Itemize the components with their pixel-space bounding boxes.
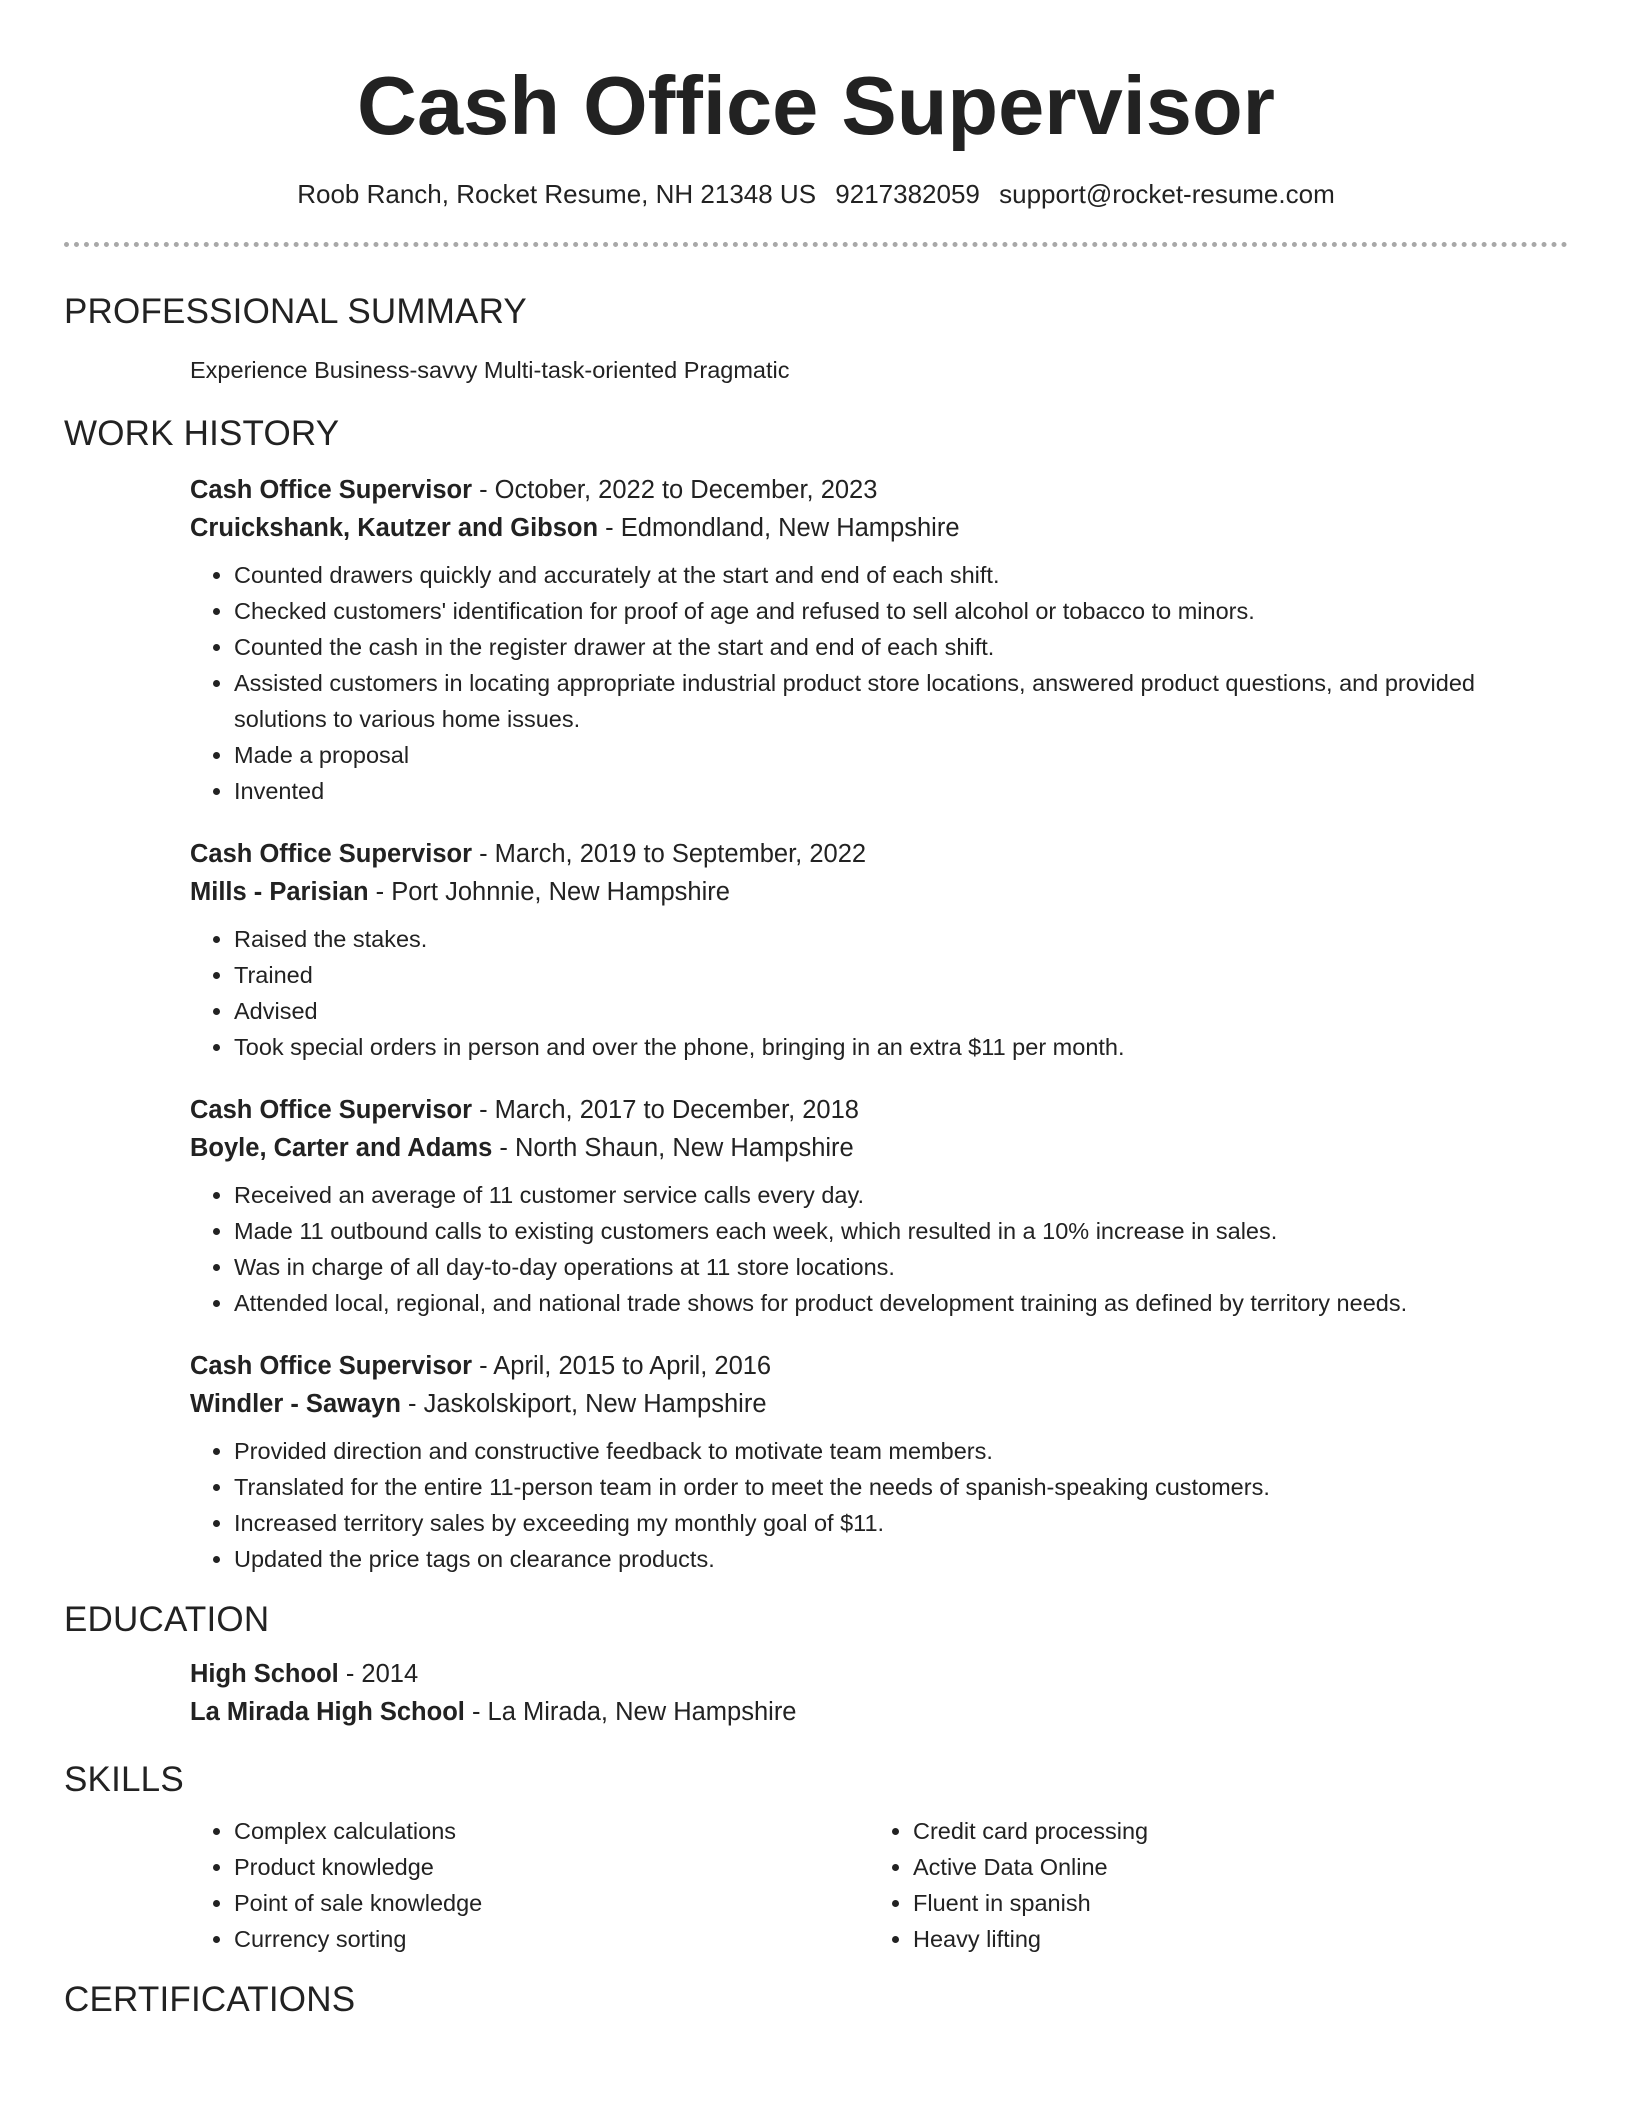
job-duty: • Counted drawers quickly and accurately at the start and end of each shift. <box>234 557 1568 593</box>
skill-item: • Currency sorting <box>234 1921 869 1957</box>
contact-email: support@rocket-resume.com <box>999 179 1335 209</box>
education-entry <box>190 1655 1568 1731</box>
job-dates: - March, 2019 to September, 2022 <box>472 840 867 868</box>
skills-heading: SKILLS <box>64 1760 184 1799</box>
job-duties <box>190 921 1568 1065</box>
skill-item: • Heavy lifting <box>913 1921 1548 1957</box>
job-title-line <box>190 471 1568 509</box>
job-entry <box>190 471 1568 809</box>
job-dates: - April, 2015 to April, 2016 <box>472 1352 772 1380</box>
job-duties <box>190 1177 1568 1321</box>
job-title-line <box>190 835 1568 873</box>
job-duty: • Assisted customers in locating appropriate industrial product store locations, answered product questions, and provided solutions to various home issues. <box>234 665 1568 737</box>
job-company: Mills - Parisian <box>190 878 369 906</box>
job-duty: • Updated the price tags on clearance products. <box>234 1541 1568 1577</box>
job-entry <box>190 1347 1568 1577</box>
job-duty: • Advised <box>234 993 1568 1029</box>
job-location: - Port Johnnie, New Hampshire <box>368 878 730 906</box>
job-title-line <box>190 1091 1568 1129</box>
job-location: - North Shaun, New Hampshire <box>492 1134 854 1162</box>
job-company-line <box>190 873 1568 911</box>
skills-list <box>190 1813 1568 1957</box>
skill-item: • Credit card processing <box>913 1813 1548 1849</box>
job-title: Cash Office Supervisor <box>190 476 473 504</box>
education-year: - 2014 <box>338 1660 419 1688</box>
skill-item: • Product knowledge <box>234 1849 869 1885</box>
job-company: Cruickshank, Kautzer and Gibson <box>190 514 599 542</box>
job-duty: • Made a proposal <box>234 737 1568 773</box>
job-title: Cash Office Supervisor <box>190 840 473 868</box>
job-duty: • Counted the cash in the register drawer at the start and end of each shift. <box>234 629 1568 665</box>
job-duty: • Provided direction and constructive feedback to motivate team members. <box>234 1433 1568 1469</box>
summary-heading: PROFESSIONAL SUMMARY <box>64 292 527 331</box>
job-location: - Edmondland, New Hampshire <box>598 514 960 542</box>
job-duties <box>190 1433 1568 1577</box>
skill-item: • Active Data Online <box>913 1849 1548 1885</box>
certifications-heading: CERTIFICATIONS <box>64 1980 356 2019</box>
education-degree: High School <box>190 1660 339 1688</box>
education-school: La Mirada High School <box>190 1698 465 1726</box>
job-duty: • Trained <box>234 957 1568 993</box>
job-list <box>64 471 1568 1577</box>
job-duty: • Received an average of 11 customer service calls every day. <box>234 1177 1568 1213</box>
education-school-line <box>190 1693 1568 1731</box>
job-duty: • Checked customers' identification for proof of age and refused to sell alcohol or tobacco to minors. <box>234 593 1568 629</box>
contact-line <box>64 178 1568 210</box>
education-location: - La Mirada, New Hampshire <box>464 1698 797 1726</box>
job-company-line <box>190 509 1568 547</box>
contact-address: Roob Ranch, Rocket Resume, NH 21348 US <box>297 179 817 209</box>
job-duty: • Invented <box>234 773 1568 809</box>
resume-page <box>64 0 1568 2021</box>
job-company: Boyle, Carter and Adams <box>190 1134 493 1162</box>
job-company: Windler - Sawayn <box>190 1390 401 1418</box>
skills-column-right <box>869 1813 1548 1957</box>
job-duty: • Raised the stakes. <box>234 921 1568 957</box>
job-title: Cash Office Supervisor <box>190 1352 473 1380</box>
job-duty: • Increased territory sales by exceeding my monthly goal of $11. <box>234 1505 1568 1541</box>
job-duty: • Took special orders in person and over the phone, bringing in an extra $11 per month. <box>234 1029 1568 1065</box>
job-duty: • Translated for the entire 11-person team in order to meet the needs of spanish-speaking customers. <box>234 1469 1568 1505</box>
header-divider <box>64 242 1568 247</box>
skills-column-left <box>190 1813 869 1957</box>
job-title-line <box>190 1347 1568 1385</box>
skill-item: • Point of sale knowledge <box>234 1885 869 1921</box>
job-entry <box>190 835 1568 1065</box>
job-duty: • Was in charge of all day-to-day operations at 11 store locations. <box>234 1249 1568 1285</box>
job-entry <box>190 1091 1568 1321</box>
job-duty: • Made 11 outbound calls to existing customers each week, which resulted in a 10% increase in sales. <box>234 1213 1568 1249</box>
education-heading: EDUCATION <box>64 1600 270 1639</box>
job-location: - Jaskolskiport, New Hampshire <box>400 1390 767 1418</box>
skill-item: • Complex calculations <box>234 1813 869 1849</box>
contact-phone: 9217382059 <box>835 179 980 209</box>
job-company-line <box>190 1385 1568 1423</box>
job-dates: - October, 2022 to December, 2023 <box>472 476 878 504</box>
summary-text: Experience Business-savvy Multi-task-oriented Pragmatic <box>190 357 790 383</box>
job-title: Cash Office Supervisor <box>190 1096 473 1124</box>
job-duty: • Attended local, regional, and national trade shows for product development training as defined by territory needs. <box>234 1285 1568 1321</box>
job-duties <box>190 557 1568 809</box>
job-company-line <box>190 1129 1568 1167</box>
skill-item: • Fluent in spanish <box>913 1885 1548 1921</box>
education-degree-line <box>190 1655 1568 1693</box>
resume-name: Cash Office Supervisor <box>357 59 1275 152</box>
work-history-heading: WORK HISTORY <box>64 414 340 453</box>
job-dates: - March, 2017 to December, 2018 <box>472 1096 859 1124</box>
